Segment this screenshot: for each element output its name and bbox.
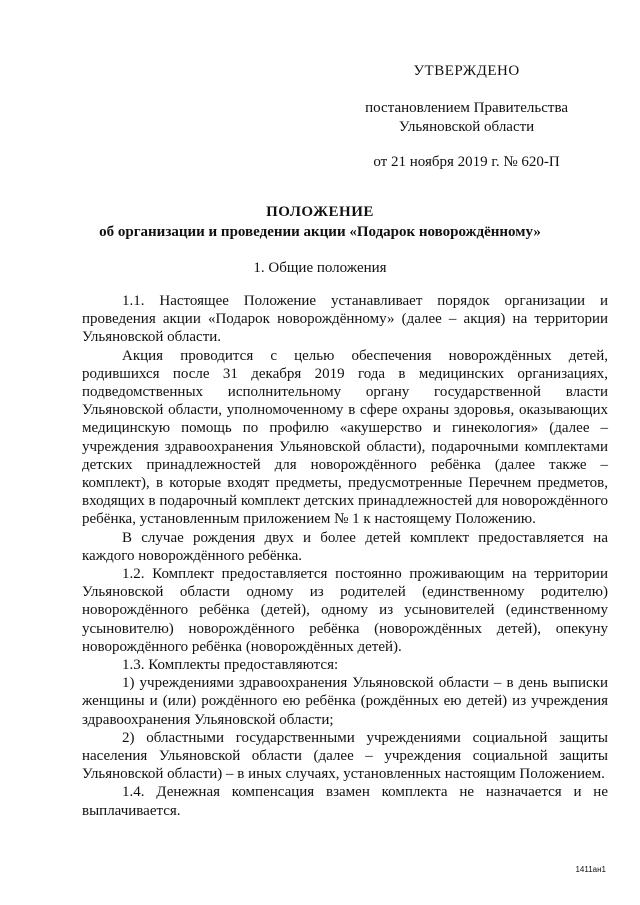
footer-document-code: 1411ан1 [575,865,606,874]
section-title: 1. Общие положения [253,260,387,276]
paragraph-1-3-item-1: 1) учреждениями здравоохранения Ульяновской области – в день выписки женщины и (или) рождённого ею ребёнка (рождённых ею детей) из учреждения здравоохранения Ульяновской области; [82,675,608,728]
approval-basis [365,99,568,137]
document-title: ПОЛОЖЕНИЕ [266,204,374,220]
approval-date-number: от 21 ноября 2019 г. № 620-П [373,154,560,170]
paragraph-multiple-births: В случае рождения двух и более детей комплект предоставляется на каждого новорождённого ребёнка. [82,529,608,564]
approval-block [365,62,568,172]
approval-title: УТВЕРЖДЕНО [413,63,520,79]
paragraph-1-2: 1.2. Комплект предоставляется постоянно проживающим на территории Ульяновской области одному из родителей (единственному родителю) новорождённого ребёнка (детей), одному из усыновителей (единственному усыновителю) новорождённого ребёнка (новорождённых детей), опекуну новорождённого ребёнка (новорождённых детей). [82,566,608,655]
paragraph-1-1: 1.1. Настоящее Положение устанавливает порядок организации и проведения акции «Подарок новорождённому» (далее – акция) на территории Ульяновской области. [82,293,608,346]
paragraph-1-4: 1.4. Денежная компенсация взамен комплекта не назначается и не выплачивается. [82,784,608,819]
paragraph-1-3: 1.3. Комплекты предоставляются: [122,657,339,674]
approval-basis-line-1: постановлением Правительства [365,100,568,116]
document-body [82,292,608,820]
paragraph-1-3-item-2: 2) областными государственными учреждениями социальной защиты населения Ульяновской области (далее – учреждения социальной защиты Ульяновской области) – в иных случаях, установленных настоящим Положением. [82,729,608,783]
document-heading [0,202,640,242]
approval-basis-line-2: Ульяновской области [398,119,535,135]
document-subtitle: об организации и проведении акции «Подарок новорождённому» [99,224,541,240]
paragraph-purpose: Акция проводится с целью обеспечения новорождённых детей, родившихся после 31 декабря 2019 года в медицинских организациях, подведомственных исполнительному органу государственной власти Ульяновской области, уполномоченному в сфере охраны здоровья, оказывающих медицинскую помощь по профилю «акушерство и гинекология» (далее – учреждения здравоохранения Ульяновской области), подарочными комплектами детских принадлежностей для новорождённого ребёнка (далее также – комплект), в которые входят предметы, предусмотренные Перечнем предметов, входящих в подарочный комплект детских принадлежностей для новорождённого ребёнка, установленным приложением № 1 к настоящему Положению. [82,347,608,528]
